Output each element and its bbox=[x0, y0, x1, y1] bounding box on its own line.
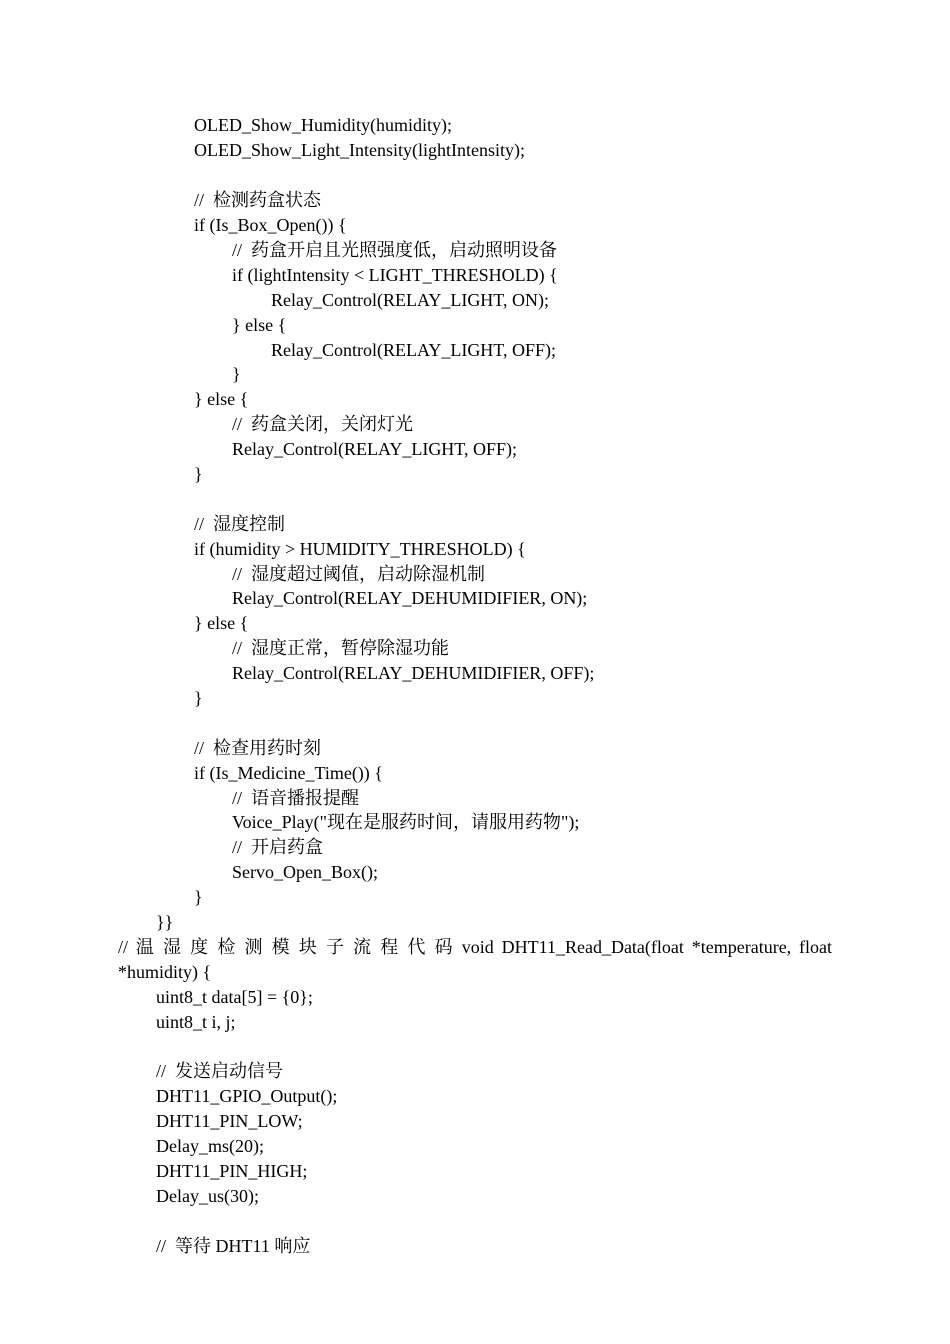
code-comment: // 药盒开启且光照强度低，启动照明设备 bbox=[232, 240, 558, 260]
code-line: OLED_Show_Humidity(humidity); bbox=[194, 115, 452, 135]
code-line: DHT11_PIN_LOW; bbox=[156, 1111, 303, 1131]
code-comment: // 等待 DHT11 响应 bbox=[156, 1236, 311, 1256]
code-line: Relay_Control(RELAY_LIGHT, OFF); bbox=[271, 340, 556, 360]
code-line: if (Is_Medicine_Time()) { bbox=[194, 763, 383, 783]
function-header-line-1: // 温 湿 度 检 测 模 块 子 流 程 代 码 void DHT11_Read_Data(float *temperature, float bbox=[118, 937, 832, 957]
code-line: Relay_Control(RELAY_LIGHT, OFF); bbox=[232, 439, 517, 459]
code-comment: // 检查用药时刻 bbox=[194, 738, 322, 758]
code-line: } bbox=[194, 688, 203, 708]
code-line: OLED_Show_Light_Intensity(lightIntensity); bbox=[194, 140, 525, 160]
code-comment: // 药盒关闭，关闭灯光 bbox=[232, 414, 414, 434]
code-line: }} bbox=[156, 912, 174, 932]
function-header-line-2: *humidity) { bbox=[118, 962, 212, 982]
code-line: } bbox=[194, 887, 203, 907]
code-line: Voice_Play("现在是服药时间，请服用药物"); bbox=[232, 812, 580, 832]
code-line: } bbox=[232, 364, 241, 384]
code-line: Relay_Control(RELAY_DEHUMIDIFIER, OFF); bbox=[232, 663, 595, 683]
code-line: } bbox=[194, 464, 203, 484]
code-comment: // 湿度超过阈值，启动除湿机制 bbox=[232, 564, 486, 584]
code-line: Delay_ms(20); bbox=[156, 1136, 264, 1156]
code-line: uint8_t data[5] = {0}; bbox=[156, 987, 313, 1007]
code-line: DHT11_GPIO_Output(); bbox=[156, 1086, 338, 1106]
code-comment: // 发送启动信号 bbox=[156, 1061, 284, 1081]
code-line: if (humidity > HUMIDITY_THRESHOLD) { bbox=[194, 539, 526, 559]
code-line: if (Is_Box_Open()) { bbox=[194, 215, 347, 235]
code-line: DHT11_PIN_HIGH; bbox=[156, 1161, 308, 1181]
code-comment: // 语音播报提醒 bbox=[232, 788, 360, 808]
function-header bbox=[118, 935, 832, 985]
code-comment: // 湿度控制 bbox=[194, 514, 286, 534]
code-line: Relay_Control(RELAY_LIGHT, ON); bbox=[271, 290, 549, 310]
code-line: } else { bbox=[232, 315, 287, 335]
code-line: uint8_t i, j; bbox=[156, 1012, 236, 1032]
code-line: if (lightIntensity < LIGHT_THRESHOLD) { bbox=[232, 265, 558, 285]
code-line: Servo_Open_Box(); bbox=[232, 862, 378, 882]
code-line: Relay_Control(RELAY_DEHUMIDIFIER, ON); bbox=[232, 588, 588, 608]
code-line: } else { bbox=[194, 613, 249, 633]
code-comment: // 湿度正常，暂停除湿功能 bbox=[232, 638, 450, 658]
code-comment: // 检测药盒状态 bbox=[194, 190, 322, 210]
code-line: } else { bbox=[194, 389, 249, 409]
code-line: Delay_us(30); bbox=[156, 1186, 259, 1206]
code-comment: // 开启药盒 bbox=[232, 837, 324, 857]
